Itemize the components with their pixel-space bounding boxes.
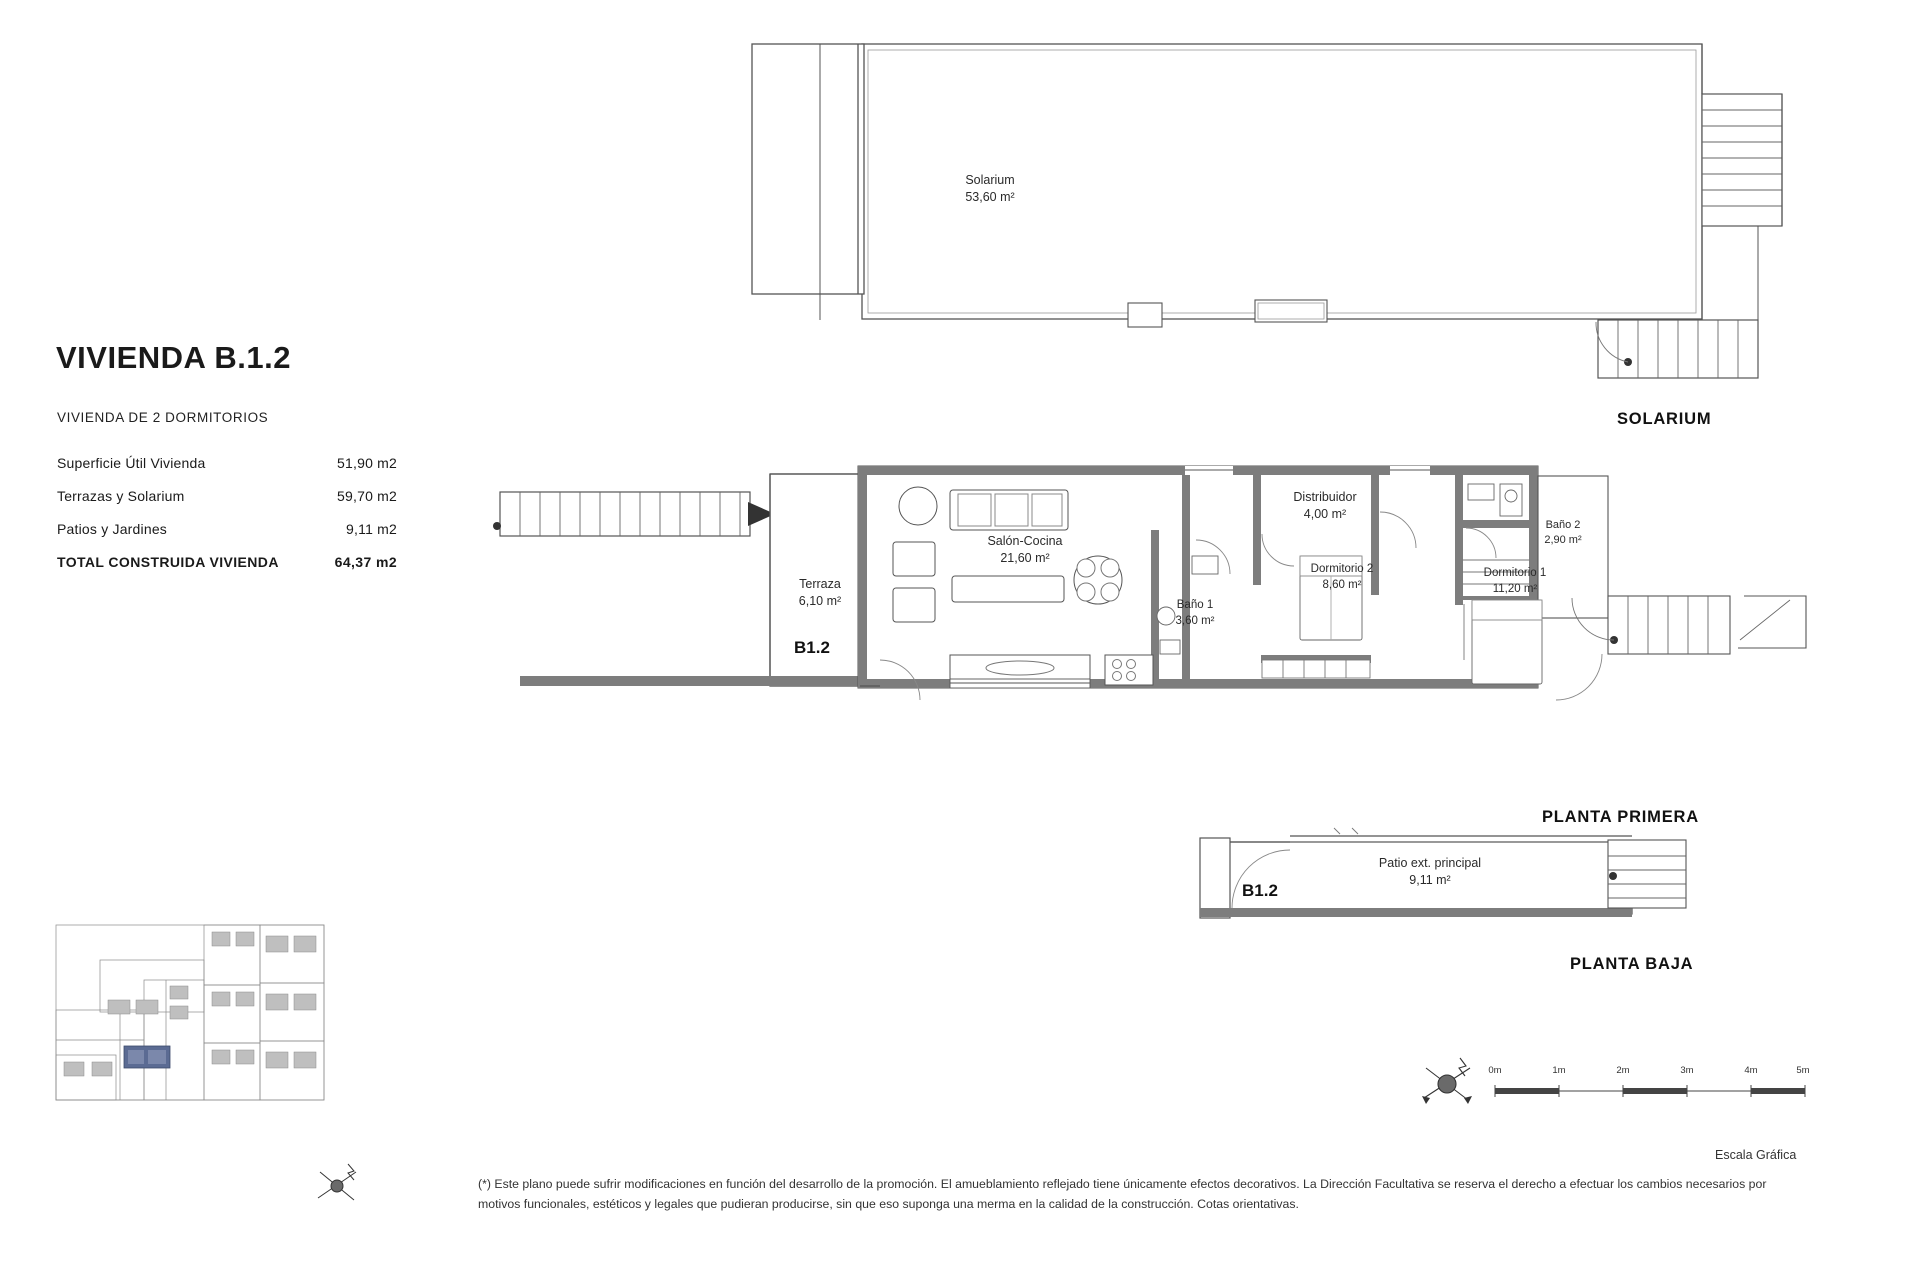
planta-primera-plan [493, 466, 1806, 700]
spec-row [57, 488, 397, 504]
north-arrow-icon [1412, 1052, 1482, 1122]
scale-tick-labels [1487, 1065, 1810, 1077]
spec-value: 59,70 m2 [337, 488, 397, 504]
unit-tag-baja: B1.2 [1242, 881, 1278, 900]
spec-label: Superficie Útil Vivienda [57, 455, 206, 471]
room-label-patio [1320, 855, 1540, 889]
room-label-terraza [762, 576, 878, 610]
room-label-solarium [875, 172, 1105, 206]
scale-tick: 5m [1796, 1065, 1810, 1076]
spec-row [57, 455, 397, 471]
room-label-dormitorio1 [1440, 566, 1590, 597]
room-name: Patio ext. principal [1378, 856, 1482, 870]
floor-caption-primera: PLANTA PRIMERA [1542, 808, 1699, 826]
room-area: 6,10 m² [798, 593, 842, 608]
room-name: Dormitorio 2 [1310, 563, 1374, 575]
room-area: 9,11 m² [1409, 872, 1451, 887]
highlighted-unit [124, 1046, 170, 1068]
room-name: Dormitorio 1 [1483, 567, 1547, 579]
solarium-plan [752, 44, 1782, 378]
specs-table [57, 455, 397, 587]
scale-tick: 0m [1488, 1065, 1502, 1076]
room-label-dormitorio2 [1272, 562, 1412, 593]
room-area: 53,60 m² [965, 189, 1015, 204]
spec-row-total [57, 554, 397, 570]
room-name: Baño 1 [1176, 599, 1214, 611]
room-area: 11,20 m² [1492, 582, 1538, 595]
room-area: 4,00 m² [1303, 506, 1347, 521]
room-label-distribuidor [1230, 489, 1420, 523]
scale-tick: 3m [1680, 1065, 1694, 1076]
room-area: 21,60 m² [1000, 550, 1050, 565]
room-name: Terraza [799, 577, 841, 591]
north-arrow-icon-site [310, 1160, 366, 1216]
scale-tick: 4m [1744, 1065, 1758, 1076]
disclaimer-note: (*) Este plano puede sufrir modificaciones en función del desarrollo de la promoción. El amueblamiento reflejado tiene únicamente efectos decorativos. La Dirección Facultativa se reserva el derecho a efectuar los cambios necesarios por motivos funcionales, estéticos y legales que pudieran producirse, sin que eso suponga una merma en la calidad de la construcción. Cotas orientativas. [478, 1177, 1767, 1211]
scale-caption: Escala Gráfica [1715, 1148, 1797, 1162]
floor-caption-solarium: SOLARIUM [1617, 410, 1712, 428]
room-label-bano1 [1140, 598, 1250, 629]
room-name: Baño 2 [1545, 519, 1581, 531]
room-name: Distribuidor [1293, 490, 1357, 504]
page-title: VIVIENDA B.1.2 [56, 340, 291, 375]
room-label-salon-cocina [930, 533, 1120, 567]
floor-caption-baja: PLANTA BAJA [1570, 955, 1694, 973]
scale-tick: 1m [1552, 1065, 1566, 1076]
scale-bar-graphic [1487, 1079, 1817, 1101]
room-label-bano2 [1508, 518, 1618, 548]
spec-label: Terrazas y Solarium [57, 488, 185, 504]
total-value: 64,37 m2 [334, 554, 397, 570]
room-name: Salón-Cocina [987, 534, 1063, 548]
scale-bar [1487, 1065, 1810, 1101]
scale-tick: 2m [1616, 1065, 1630, 1076]
unit-tag-primera: B1.2 [794, 638, 830, 657]
room-area: 8,60 m² [1322, 578, 1362, 591]
total-label: TOTAL CONSTRUIDA VIVIENDA [57, 554, 279, 570]
room-area: 3,60 m² [1175, 614, 1215, 627]
site-key-plan [56, 925, 324, 1100]
page-subtitle: VIVIENDA DE 2 DORMITORIOS [57, 410, 269, 425]
room-name: Solarium [965, 173, 1015, 187]
spec-label: Patios y Jardines [57, 521, 168, 537]
spec-value: 9,11 m2 [346, 521, 397, 537]
spec-value: 51,90 m2 [337, 455, 397, 471]
spec-row [57, 521, 397, 537]
room-area: 2,90 m² [1544, 533, 1582, 546]
